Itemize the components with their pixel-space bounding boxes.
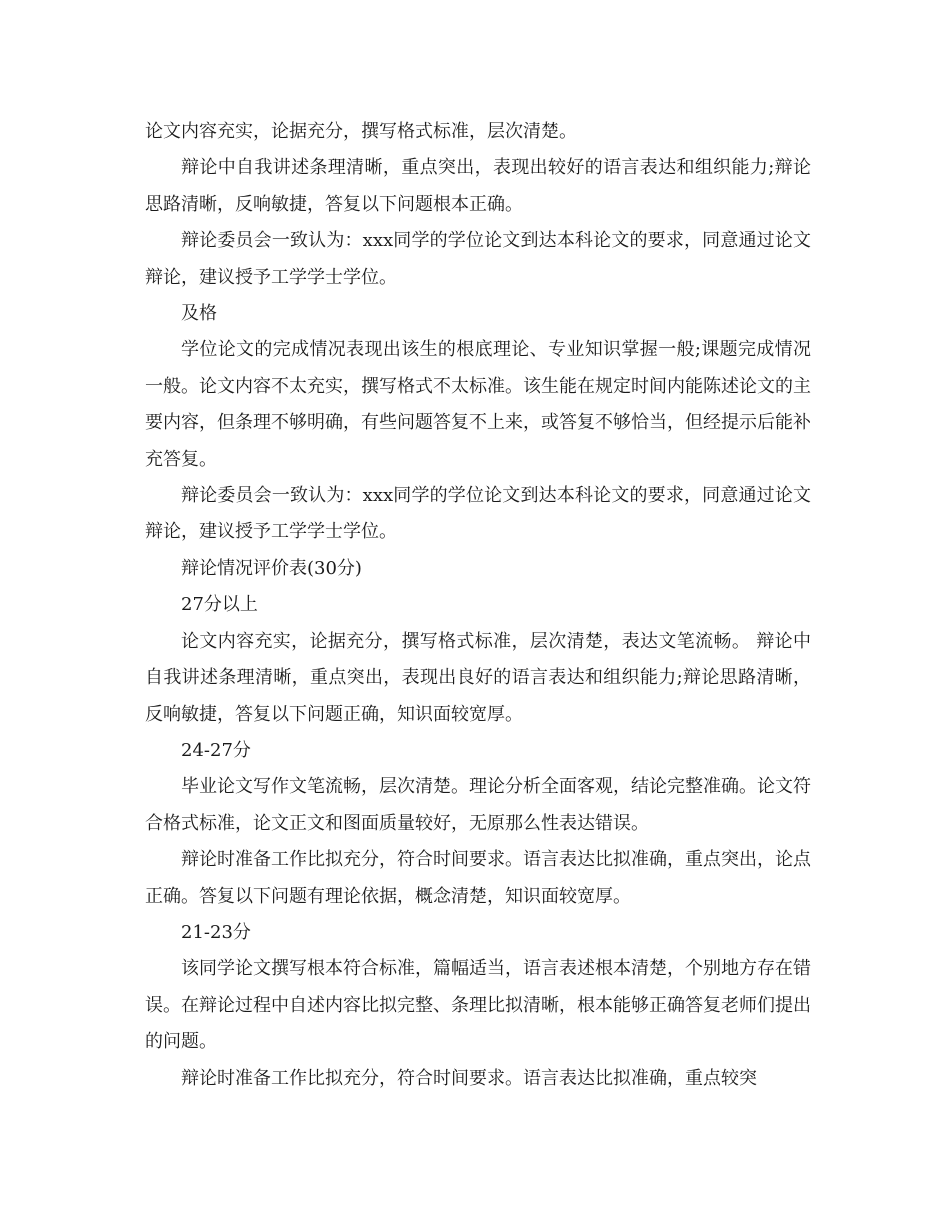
paragraph: 辩论时准备工作比拟充分，符合时间要求。语言表达比拟准确，重点较突 bbox=[181, 1067, 757, 1089]
paragraph: 辩论时准备工作比拟充分，符合时间要求。语言表达比拟准确，重点突出，论点正确。答复以下问题有理论依据，概念清楚，知识面较宽厚。 bbox=[145, 849, 811, 907]
paragraph: 毕业论文写作文笔流畅，层次清楚。理论分析全面客观，结论完整准确。论文符合格式标准，论文正文和图面质量较好，无原那么性表达错误。 bbox=[145, 776, 811, 834]
paragraph: 辩论中自我讲述条理清晰，重点突出，表现出较好的语言表达和组织能力;辩论思路清晰，反响敏捷，答复以下问题根本正确。 bbox=[145, 157, 811, 215]
score-range-heading: 21-23分 bbox=[181, 921, 251, 943]
grade-heading: 及格 bbox=[181, 303, 217, 325]
paragraph: 辩论委员会一致认为：xxx同学的学位论文到达本科论文的要求，同意通过论文辩论，建议授予工学学士学位。 bbox=[145, 230, 811, 288]
paragraph: 辩论委员会一致认为：xxx同学的学位论文到达本科论文的要求，同意通过论文辩论，建议授予工学学士学位。 bbox=[145, 485, 811, 543]
paragraph: 学位论文的完成情况表现出该生的根底理论、专业知识掌握一般;课题完成情况一般。论文内容不太充实，撰写格式不太标准。该生能在规定时间内能陈述论文的主要内容，但条理不够明确，有些问题答复不上来，或答复不够恰当，但经提示后能补充答复。 bbox=[145, 339, 811, 470]
document-body bbox=[145, 114, 811, 1097]
score-range-heading: 24-27分 bbox=[181, 739, 251, 761]
paragraph: 该同学论文撰写根本符合标准，篇幅适当，语言表述根本清楚，个别地方存在错误。在辩论过程中自述内容比拟完整、条理比拟清晰，根本能够正确答复老师们提出的问题。 bbox=[145, 958, 811, 1053]
paragraph: 论文内容充实，论据充分，撰写格式标准，层次清楚，表达文笔流畅。 辩论中自我讲述条理清晰，重点突出，表现出良好的语言表达和组织能力;辩论思路清晰，反响敏捷，答复以下问题正确，知识面较宽厚。 bbox=[145, 630, 811, 725]
score-range-heading: 27分以上 bbox=[181, 594, 258, 616]
section-heading: 辩论情况评价表(30分) bbox=[181, 557, 362, 579]
paragraph-continuation: 论文内容充实，论据充分，撰写格式标准，层次清楚。 bbox=[145, 121, 577, 142]
